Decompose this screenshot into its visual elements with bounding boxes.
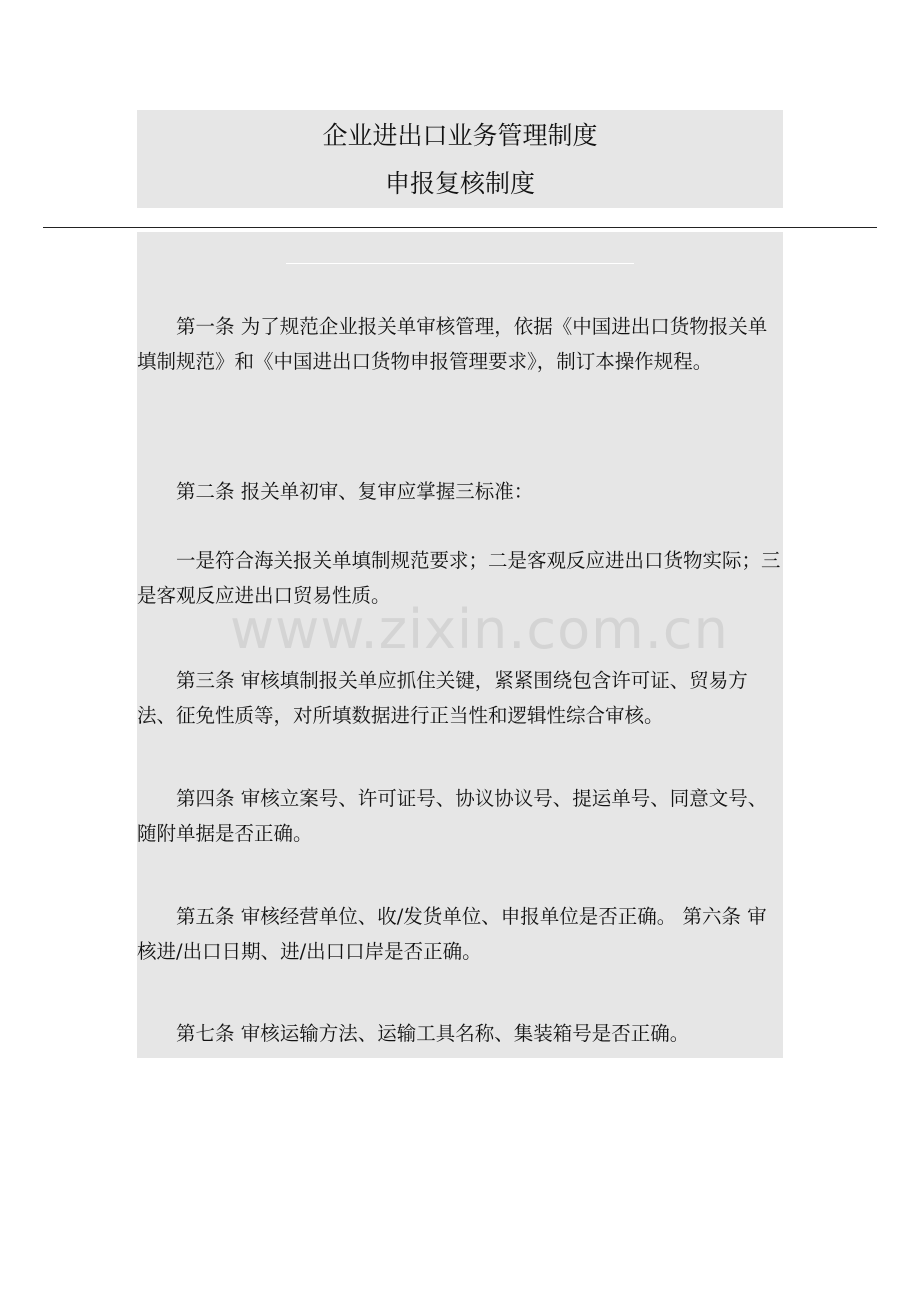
document-title: 企业进出口业务管理制度	[322, 121, 598, 150]
title-block	[137, 110, 783, 208]
watermark: www.zixin.com.cn	[230, 598, 729, 661]
article-1: 第一条 为了规范企业报关单审核管理，依据《中国进出口货物报关单填制规范》和《中国进出口货物申报管理要求》，制订本操作规程。	[137, 315, 768, 373]
article-2: 第二条 报关单初审、复审应掌握三标准：	[176, 480, 534, 503]
article-5-6: 第五条 审核经营单位、收/发货单位、申报单位是否正确。 第六条 审核进/出口日期、进/出口口岸是否正确。	[137, 905, 767, 963]
article-2-standards: 一是符合海关报关单填制规范要求；二是客观反应进出口货物实际；三是客观反应进出口贸易性质。	[137, 549, 781, 607]
document-subtitle: 申报复核制度	[384, 169, 535, 198]
horizontal-divider	[43, 227, 877, 228]
article-7: 第七条 审核运输方法、运输工具名称、集装箱号是否正确。	[176, 1022, 690, 1045]
short-divider	[286, 263, 634, 264]
article-3: 第三条 审核填制报关单应抓住关键，紧紧围绕包含许可证、贸易方法、征免性质等，对所填数据进行正当性和逻辑性综合审核。	[137, 669, 748, 727]
article-4: 第四条 审核立案号、许可证号、协议协议号、提运单号、同意文号、随附单据是否正确。	[137, 787, 768, 845]
